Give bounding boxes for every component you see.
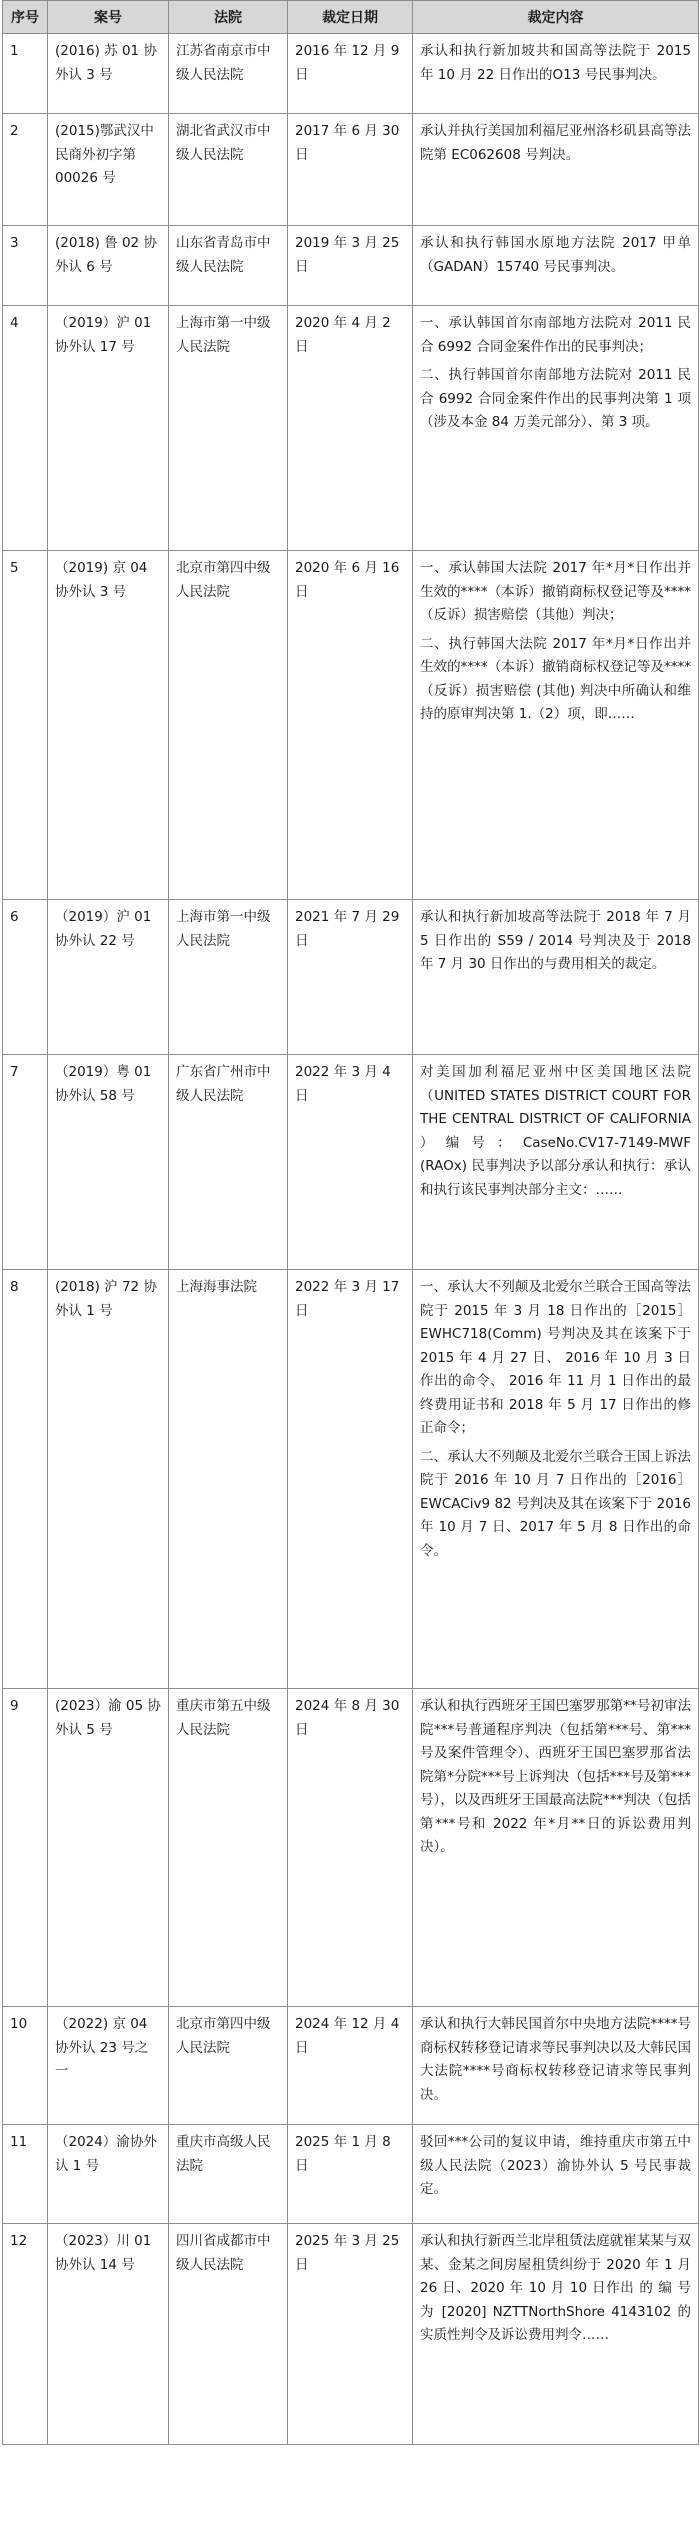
- table-row: [3, 2007, 699, 2125]
- ruling-paragraph: 承认和执行韩国水原地方法院 2017 甲单（GADAN）15740 号民事判决。: [420, 235, 691, 275]
- cell-serial: 12: [3, 2224, 48, 2445]
- cell-serial: 10: [3, 2007, 48, 2125]
- cell-ruling-date: 2022 年 3 月 4 日: [288, 1055, 413, 1270]
- cell-ruling-date: 2024 年 8 月 30 日: [288, 1689, 413, 2007]
- table-row: [3, 900, 699, 1055]
- cell-ruling-content: [413, 1270, 699, 1689]
- ruling-paragraph: 对美国加利福尼亚州中区美国地区法院（UNITED STATES DISTRICT COURT FOR THE CENTRAL DISTRICT OF CALIFORNIA ） 编 号 ： CaseNo.CV17-7149-MWF (RAOx) 民事判决予以部分承认和执行：承认和执行该民事判决部分主文：……: [420, 1064, 691, 1198]
- cell-serial: 3: [3, 226, 48, 306]
- ruling-paragraph: 承认和执行西班牙王国巴塞罗那第**号初审法院***号普通程序判决（包括第***号、第***号及案件管理令）、西班牙王国巴塞罗那省法院第*分院***号上诉判决（包括***号及第***号），以及西班牙王国最高法院***判决（包括第***号和 2022 年*月**日的诉讼费用判决）。: [420, 1698, 691, 1855]
- header-serial: 序号: [3, 1, 48, 34]
- table-row: [3, 114, 699, 226]
- cell-ruling-content: [413, 1689, 699, 2007]
- cell-ruling-content: [413, 2007, 699, 2125]
- cell-court: 上海市第一中级人民法院: [169, 900, 288, 1055]
- cell-serial: 2: [3, 114, 48, 226]
- ruling-paragraph: 承认并执行美国加利福尼亚州洛杉矶县高等法院第 EC062608 号判决。: [420, 123, 691, 163]
- ruling-paragraph: 二、执行韩国首尔南部地方法院对 2011 民合 6992 合同金案件作出的民事判决第 1 项（涉及本金 84 万美元部分）、第 3 项。: [420, 367, 691, 430]
- header-ruling-content: 裁定内容: [413, 1, 699, 34]
- cell-court: 重庆市高级人民法院: [169, 2125, 288, 2224]
- cell-court: 四川省成都市中级人民法院: [169, 2224, 288, 2445]
- cell-ruling-date: 2022 年 3 月 17 日: [288, 1270, 413, 1689]
- cell-case-number: （2019）沪 01 协外认 22 号: [48, 900, 169, 1055]
- cell-serial: 7: [3, 1055, 48, 1270]
- table-header-row: [3, 1, 699, 34]
- ruling-paragraph: 驳回***公司的复议申请，维持重庆市第五中级人民法院（2023）渝协外认 5 号民事裁定。: [420, 2134, 691, 2197]
- ruling-paragraph: 承认和执行新加坡高等法院于 2018 年 7 月 5 日作出的 S59 / 2014 号判决及于 2018 年 7 月 30 日作出的与费用相关的裁定。: [420, 909, 691, 972]
- cell-ruling-content: [413, 2125, 699, 2224]
- cell-serial: 8: [3, 1270, 48, 1689]
- cell-court: 湖北省武汉市中级人民法院: [169, 114, 288, 226]
- cell-ruling-content: [413, 34, 699, 114]
- table-row: [3, 551, 699, 900]
- ruling-paragraph: 一、承认韩国大法院 2017 年*月*日作出并生效的****（本诉）撤销商标权登记等及****（反诉）损害赔偿（其他）判决；: [420, 560, 691, 623]
- cell-court: 江苏省南京市中级人民法院: [169, 34, 288, 114]
- table-row: [3, 2224, 699, 2445]
- table-row: [3, 226, 699, 306]
- table-row: [3, 1270, 699, 1689]
- cell-case-number: （2023）川 01 协外认 14 号: [48, 2224, 169, 2445]
- cell-ruling-content: [413, 306, 699, 551]
- cell-ruling-date: 2019 年 3 月 25 日: [288, 226, 413, 306]
- cell-case-number: (2018) 鲁 02 协外认 6 号: [48, 226, 169, 306]
- cell-serial: 4: [3, 306, 48, 551]
- table-row: [3, 2125, 699, 2224]
- cell-ruling-content: [413, 1055, 699, 1270]
- cell-court: 广东省广州市中级人民法院: [169, 1055, 288, 1270]
- cell-case-number: （2019）粤 01 协外认 58 号: [48, 1055, 169, 1270]
- cell-serial: 9: [3, 1689, 48, 2007]
- ruling-paragraph: 二、执行韩国大法院 2017 年*月*日作出并生效的****（本诉）撤销商标权登记等及****（反诉）损害赔偿 (其他) 判决中所确认和维持的原审判决第 1.（2）项，即……: [420, 635, 691, 722]
- cell-court: 重庆市第五中级人民法院: [169, 1689, 288, 2007]
- cell-case-number: (2018) 沪 72 协外认 1 号: [48, 1270, 169, 1689]
- recognition-cases-table: [2, 0, 699, 2445]
- cell-court: 上海海事法院: [169, 1270, 288, 1689]
- header-case-number: 案号: [48, 1, 169, 34]
- ruling-paragraph: 承认和执行新加坡共和国高等法院于 2015 年 10 月 22 日作出的O13 号民事判决。: [420, 43, 691, 83]
- ruling-paragraph: 承认和执行新西兰北岸租赁法庭就崔某某与双某、金某之间房屋租赁纠纷于 2020 年 1 月 26 日、2020 年 10 月 10 日作出 的 编 号 为 [2020] NZTTNorthShore 4143102 的实质性判令及诉讼费用判令……: [420, 2233, 691, 2343]
- cell-court: 上海市第一中级人民法院: [169, 306, 288, 551]
- cell-ruling-date: 2020 年 4 月 2 日: [288, 306, 413, 551]
- cell-case-number: (2016) 苏 01 协外认 3 号: [48, 34, 169, 114]
- cell-ruling-content: [413, 226, 699, 306]
- table-row: [3, 34, 699, 114]
- cell-ruling-date: 2021 年 7 月 29 日: [288, 900, 413, 1055]
- header-ruling-date: 裁定日期: [288, 1, 413, 34]
- cell-serial: 11: [3, 2125, 48, 2224]
- cell-case-number: （2019）沪 01 协外认 17 号: [48, 306, 169, 551]
- cell-case-number: （2022) 京 04 协外认 23 号之一: [48, 2007, 169, 2125]
- ruling-paragraph: 一、承认大不列颠及北爱尔兰联合王国高等法院于 2015 年 3 月 18 日作出的［2015］EWHC718(Comm) 号判决及其在该案下于 2015 年 4 月 27 日、 2016 年 10 月 3 日作出的命令、 2016 年 11 月 1 日作出的最终费用证书和 2018 年 5 月 17 日作出的修正命令；: [420, 1279, 691, 1436]
- ruling-paragraph: 二、承认大不列颠及北爱尔兰联合王国上诉法院于 2016 年 10 月 7 日作出的［2016］EWCACiv9 82 号判决及其在该案下于 2016 年 10 月 7 日、2017 年 5 月 8 日作出的命令。: [420, 1448, 691, 1559]
- cell-ruling-date: 2025 年 1 月 8 日: [288, 2125, 413, 2224]
- cell-case-number: （2024）渝协外认 1 号: [48, 2125, 169, 2224]
- cell-case-number: （2019) 京 04 协外认 3 号: [48, 551, 169, 900]
- cell-ruling-content: [413, 114, 699, 226]
- cell-court: 山东省青岛市中级人民法院: [169, 226, 288, 306]
- cell-ruling-content: [413, 900, 699, 1055]
- cell-ruling-content: [413, 551, 699, 900]
- cell-ruling-date: 2020 年 6 月 16 日: [288, 551, 413, 900]
- header-court: 法院: [169, 1, 288, 34]
- table-row: [3, 1689, 699, 2007]
- cell-serial: 6: [3, 900, 48, 1055]
- cell-court: 北京市第四中级人民法院: [169, 551, 288, 900]
- cell-ruling-date: 2024 年 12 月 4 日: [288, 2007, 413, 2125]
- cell-ruling-content: [413, 2224, 699, 2445]
- cell-case-number: (2023）渝 05 协外认 5 号: [48, 1689, 169, 2007]
- cell-serial: 5: [3, 551, 48, 900]
- cell-case-number: (2015)鄂武汉中民商外初字第 00026 号: [48, 114, 169, 226]
- table-row: [3, 1055, 699, 1270]
- cell-ruling-date: 2016 年 12 月 9 日: [288, 34, 413, 114]
- cell-serial: 1: [3, 34, 48, 114]
- ruling-paragraph: 一、承认韩国首尔南部地方法院对 2011 民合 6992 合同金案件作出的民事判决；: [420, 315, 691, 355]
- table-row: [3, 306, 699, 551]
- ruling-paragraph: 承认和执行大韩民国首尔中央地方法院****号商标权转移登记请求等民事判决以及大韩民国大法院****号商标权转移登记请求等民事判决。: [420, 2016, 691, 2103]
- cell-ruling-date: 2017 年 6 月 30 日: [288, 114, 413, 226]
- cell-court: 北京市第四中级人民法院: [169, 2007, 288, 2125]
- cell-ruling-date: 2025 年 3 月 25 日: [288, 2224, 413, 2445]
